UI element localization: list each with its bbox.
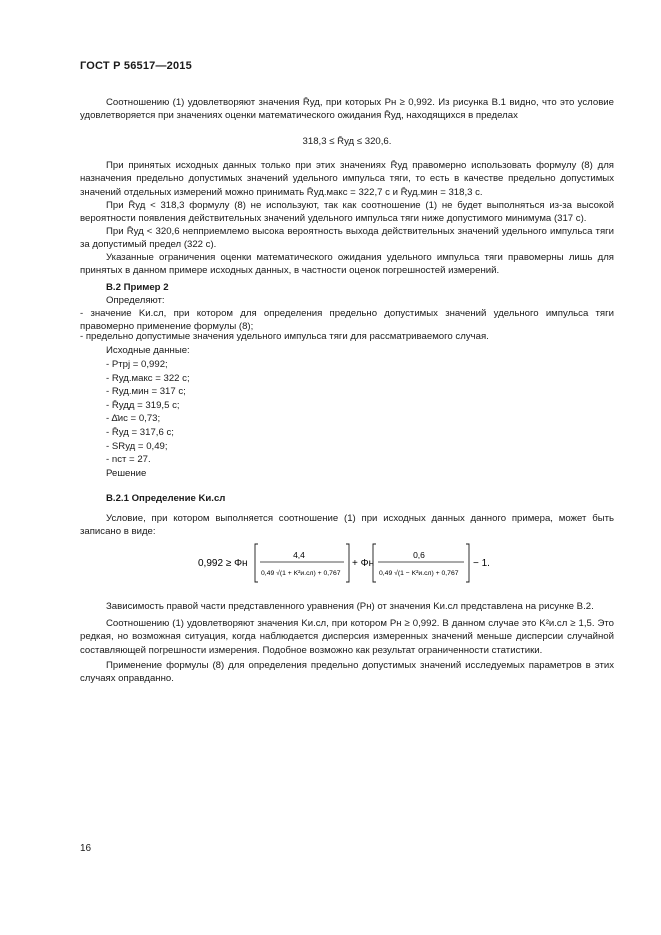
paragraph-9: Применение формулы (8) для определения предельно допустимых значений исследуемых параметров в этих случаях оправданно. <box>80 660 614 685</box>
determine-item-2: - предельно допустимые значения удельного импульса тяги для рассматриваемого случая. <box>80 331 489 342</box>
paragraph-5: Указанные ограничения оценки математического ожидания удельного импульса тяги правомерны лишь для принятых в данном примере исходных данных, в частности оценок погрешностей измерений. <box>80 252 614 277</box>
formula-tail: − 1. <box>473 558 490 569</box>
determine-label: Определяют: <box>106 295 165 306</box>
formula-denominator-1: 0,49 √(1 + K²и.сл) + 0,767 <box>261 570 341 577</box>
formula-plus-phi: + Φн <box>352 558 375 569</box>
paragraph-8: Соотношению (1) удовлетворяют значения Kи.сл, при котором Pн ≥ 0,992. В данном случае это K²и.сл ≥ 1,5. Это редкая, но возможная ситуация, когда наблюдается дисперсия измеренных значений меньше дисперсии случайной составляющей погрешности измерения. Подобное возможно как результат ограниченности статистики. <box>80 618 614 656</box>
formula-numerator-1: 4,4 <box>293 550 305 560</box>
formula-lhs: 0,992 ≥ Φн <box>198 558 248 569</box>
document-header: ГОСТ Р 56517—2015 <box>80 60 192 72</box>
example-heading: В.2 Пример 2 <box>106 282 169 293</box>
paragraph-6: Условие, при котором выполняется соотношение (1) при исходных данных данного примера, может быть записано в виде: <box>80 513 614 538</box>
paragraph-3: При R̄уд < 318,3 формулу (8) не используют, так как соотношение (1) не будет выполняться из-за высокой вероятности появления действительных значений удельного импульса тяги ниже допустимого минимума (317 с). <box>80 200 614 225</box>
initial-data-label: Исходные данные: <box>106 345 190 356</box>
list-item: - Rуд.мин = 317 с; <box>106 386 186 398</box>
formula-denominator-2: 0,49 √(1 − K²и.сл) + 0,767 <box>379 570 459 577</box>
list-item: Решение <box>106 467 147 479</box>
section-heading: В.2.1 Определение Kи.сл <box>106 493 226 504</box>
formula-numerator-2: 0,6 <box>413 550 425 560</box>
paragraph-4: При R̄уд < 320,6 непприемлемо высока вероятность выхода действительных значений удельного импульса тяги за допустимый предел (322 с). <box>80 226 614 251</box>
list-item: - Rуд.макс = 322 с; <box>106 372 190 384</box>
list-item: - Δ̄иc = 0,73; <box>106 413 161 425</box>
list-item: - R̄уд = 317,6 с; <box>106 426 174 438</box>
formula-graphic <box>198 538 518 588</box>
phi-formula <box>198 538 518 588</box>
equation-range: 318,3 ≤ R̄уд ≤ 320,6. <box>302 136 392 147</box>
list-item: - Pтрj = 0,992; <box>106 359 168 370</box>
paragraph-1: Соотношению (1) удовлетворяют значения R̄уд, при которых Pн ≥ 0,992. Из рисунка В.1 видно, что это условие удовлетворяется при значениях оценки математического ожидания R̄уд, находящихся в пределах <box>80 97 614 122</box>
list-item: - R̄удд = 319,5 с; <box>106 399 180 411</box>
initial-data-list <box>80 358 614 480</box>
paragraph-2: При принятых исходных данных только при этих значениях R̄уд правомерно использовать формулу (8) для назначения предельно допустимых значений удельного импульса тяги, то есть в качестве предельно допустимых значений отдельных измерений можно принимать R̄уд.макс = 322,7 с и R̄уд.мин = 318,3 с. <box>80 160 614 198</box>
list-item: - nст = 27. <box>106 454 151 466</box>
list-item: - SRуд = 0,49; <box>106 440 168 452</box>
paragraph-7: Зависимость правой части представленного уравнения (Pн) от значения Kи.сл представлена на рисунке В.2. <box>106 601 594 612</box>
page-number: 16 <box>80 843 92 854</box>
determine-item-1: - значение Kи.сл, при котором для определения предельно допустимых значений удельного импульса тяги правомерно применение формулы (8); <box>80 308 614 333</box>
